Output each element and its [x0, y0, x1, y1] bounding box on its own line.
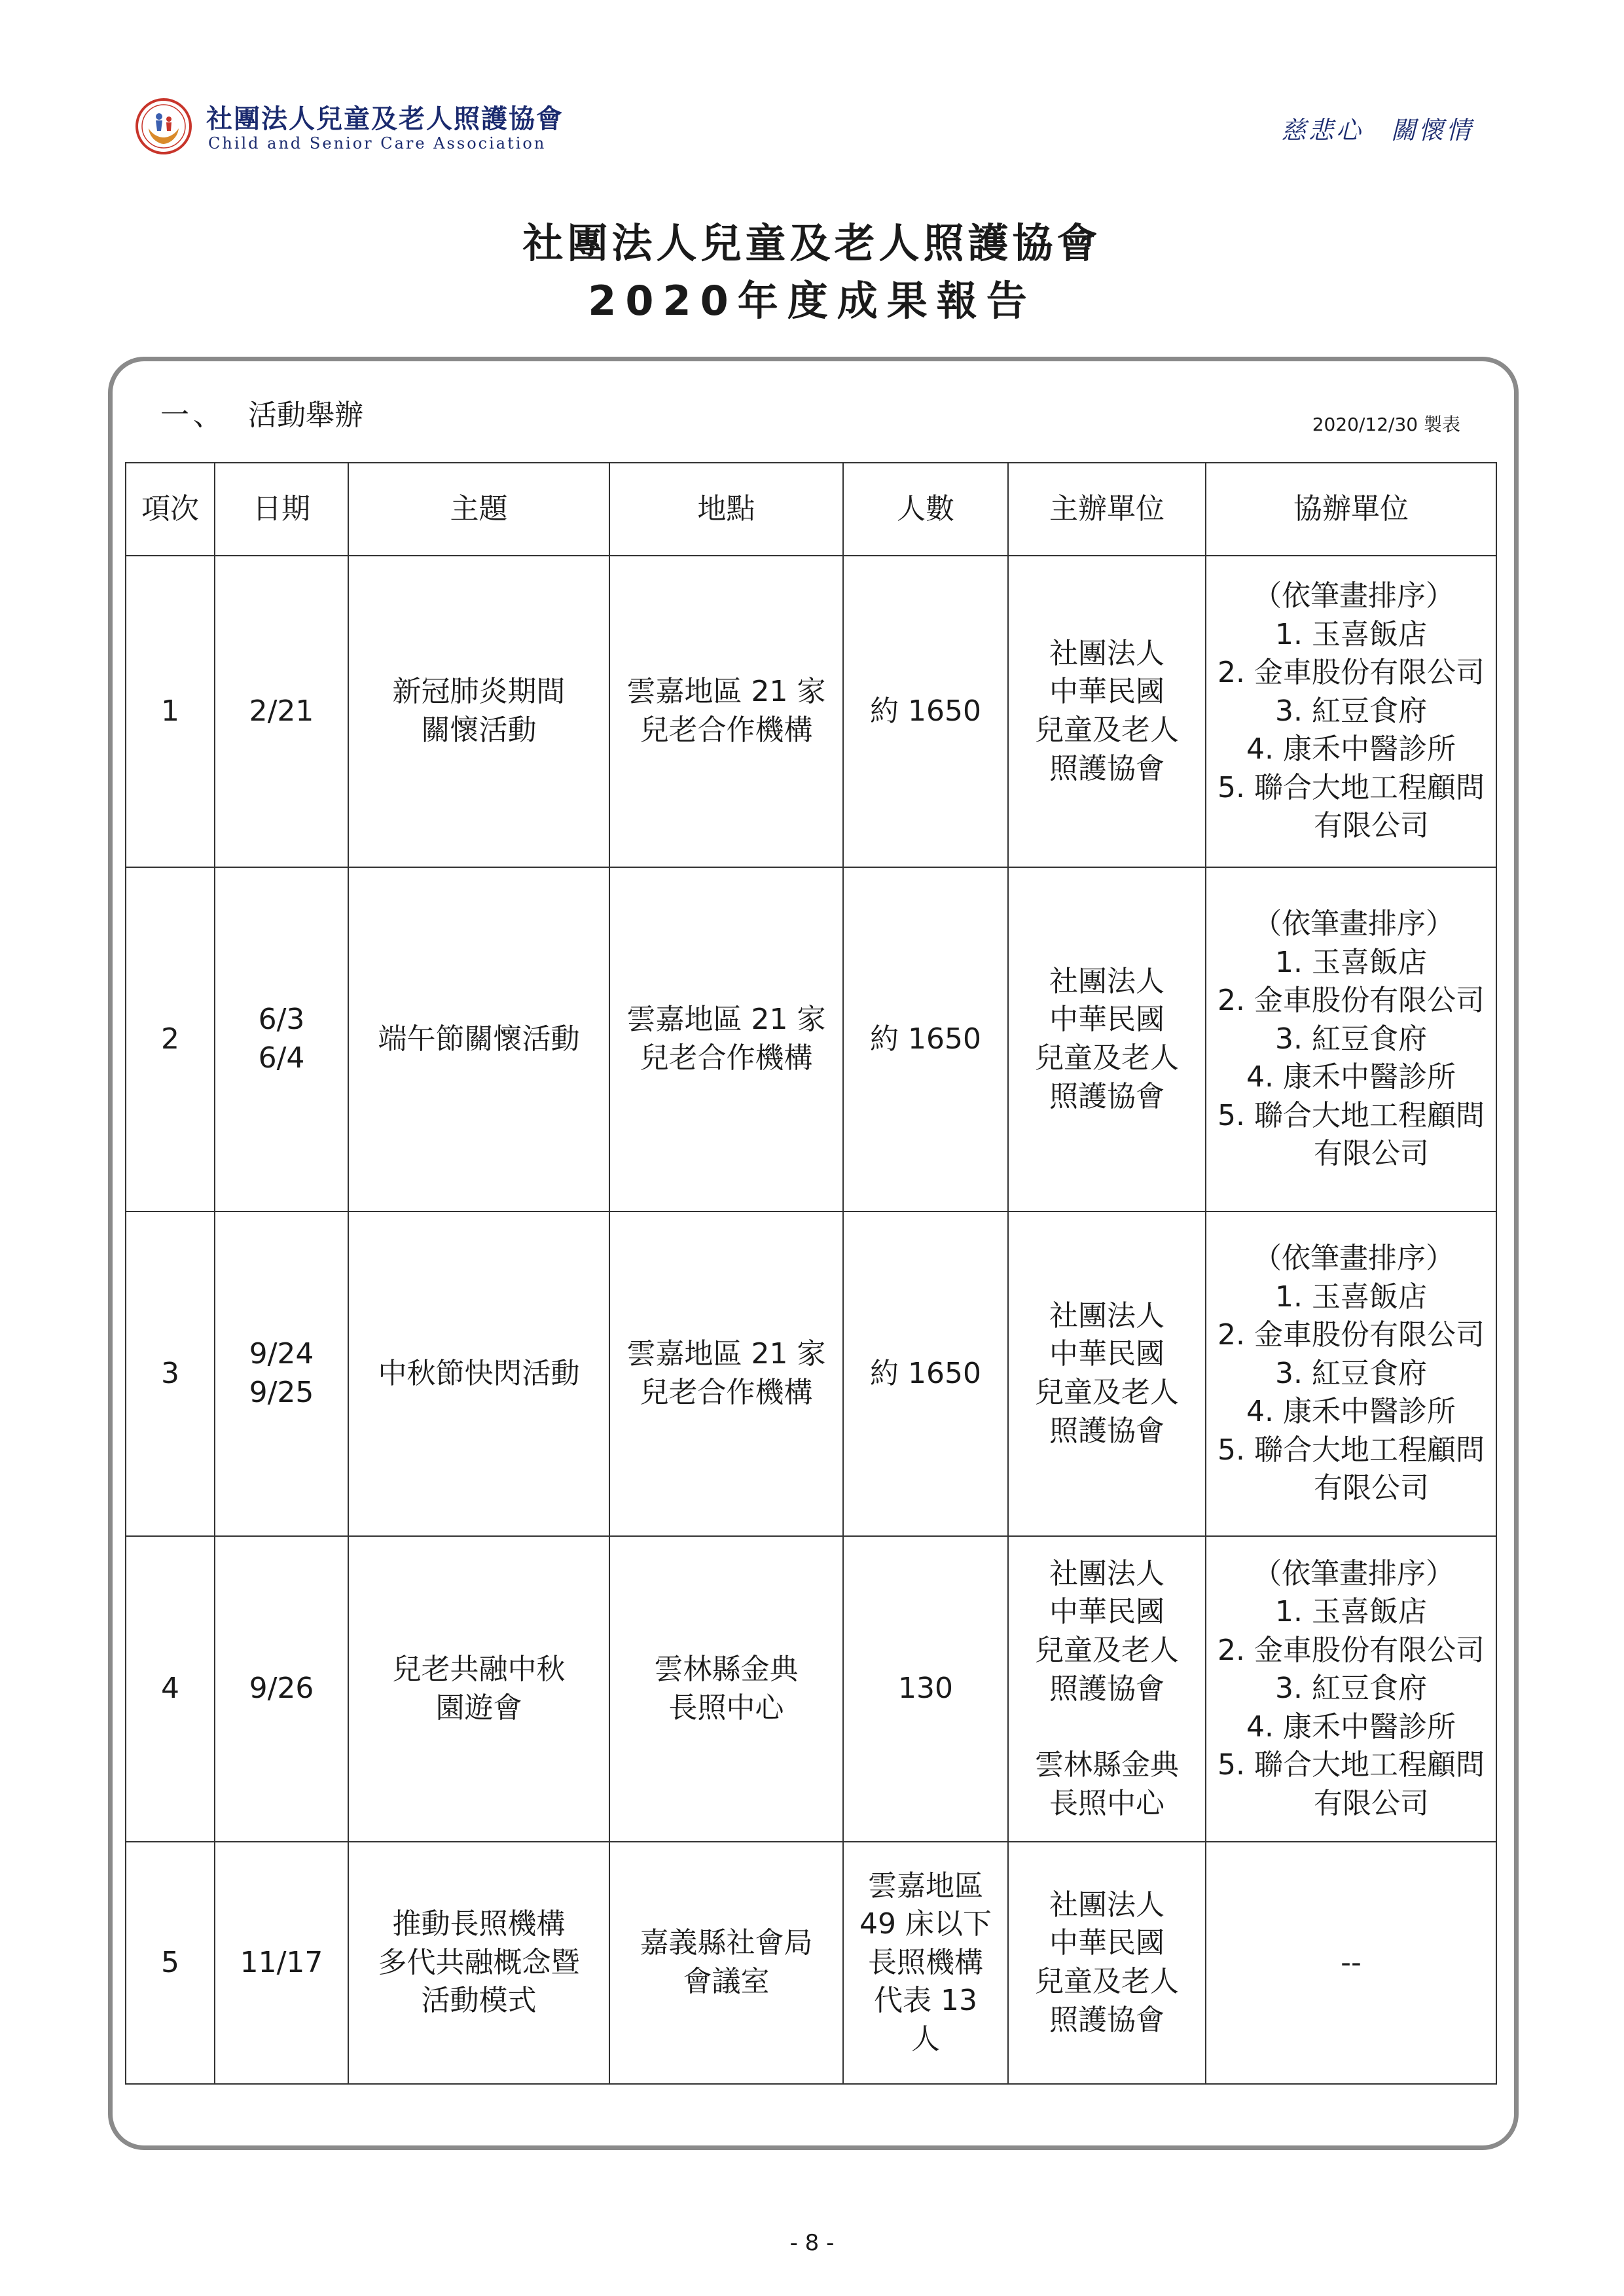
- section-title: [160, 391, 363, 433]
- header-count: 人數: [843, 463, 1008, 556]
- cell-theme: 新冠肺炎期間 關懷活動: [348, 556, 609, 867]
- cell-co-organizer: --: [1206, 1842, 1496, 2084]
- cell-date: 2/21: [215, 556, 348, 867]
- cell-theme: 兒老共融中秋 園遊會: [348, 1536, 609, 1842]
- cell-count: 約 1650: [843, 556, 1008, 867]
- cell-count: 130: [843, 1536, 1008, 1842]
- cell-no: 5: [126, 1842, 215, 2084]
- cell-co-organizer: （依筆畫排序） 1. 玉喜飯店 2. 金車股份有限公司 3. 紅豆食府 4. 康禾中醫診所 5. 聯合大地工程顧問有限公司: [1206, 1536, 1496, 1842]
- report-title-line1: 社團法人兒童及老人照護協會: [522, 219, 1102, 267]
- cell-host: 社團法人 中華民國 兒童及老人 照護協會: [1008, 1211, 1206, 1536]
- cell-place: 雲嘉地區 21 家 兒老合作機構: [609, 1211, 843, 1536]
- cell-place: 雲林縣金典 長照中心: [609, 1536, 843, 1842]
- org-name-en: Child and Senior Care Association: [208, 134, 547, 152]
- header-place: 地點: [609, 463, 843, 556]
- hands-heart-logo-icon: [134, 97, 193, 156]
- cell-theme: 推動長照機構 多代共融概念暨 活動模式: [348, 1842, 609, 2084]
- cell-host: 社團法人 中華民國 兒童及老人 照護協會 雲林縣金典 長照中心: [1008, 1536, 1206, 1842]
- table-row: [126, 1842, 1496, 2084]
- header-date: 日期: [215, 463, 348, 556]
- cell-theme: 中秋節快閃活動: [348, 1211, 609, 1536]
- cell-place: 雲嘉地區 21 家 兒老合作機構: [609, 556, 843, 867]
- header-no: 項次: [126, 463, 215, 556]
- cell-date: 6/3 6/4: [215, 867, 348, 1211]
- report-title-line2: 2020年度成果報告: [588, 277, 1036, 325]
- activities-table: [125, 462, 1497, 2085]
- cell-theme: 端午節關懷活動: [348, 867, 609, 1211]
- cell-no: 4: [126, 1536, 215, 1842]
- cell-date: 11/17: [215, 1842, 348, 2084]
- cell-no: 3: [126, 1211, 215, 1536]
- table-header-row: [126, 463, 1496, 556]
- cell-count: 約 1650: [843, 867, 1008, 1211]
- table-row: [126, 1211, 1496, 1536]
- cell-no: 2: [126, 867, 215, 1211]
- page-number: - 8 -: [789, 2230, 835, 2256]
- cell-co-organizer: （依筆畫排序） 1. 玉喜飯店 2. 金車股份有限公司 3. 紅豆食府 4. 康禾中醫診所 5. 聯合大地工程顧問有限公司: [1206, 556, 1496, 867]
- cell-co-organizer: （依筆畫排序） 1. 玉喜飯店 2. 金車股份有限公司 3. 紅豆食府 4. 康禾中醫診所 5. 聯合大地工程顧問有限公司: [1206, 1211, 1496, 1536]
- org-name-zh: 社團法人兒童及老人照護協會: [206, 103, 564, 134]
- header-host: 主辦單位: [1008, 463, 1206, 556]
- table-row: [126, 867, 1496, 1211]
- cell-place: 嘉義縣社會局 會議室: [609, 1842, 843, 2084]
- cell-co-organizer: （依筆畫排序） 1. 玉喜飯店 2. 金車股份有限公司 3. 紅豆食府 4. 康禾中醫診所 5. 聯合大地工程顧問有限公司: [1206, 867, 1496, 1211]
- made-date: 2020/12/30 製表: [1312, 414, 1460, 435]
- header-theme: 主題: [348, 463, 609, 556]
- cell-place: 雲嘉地區 21 家 兒老合作機構: [609, 867, 843, 1211]
- table-row: [126, 1536, 1496, 1842]
- cell-date: 9/26: [215, 1536, 348, 1842]
- cell-host: 社團法人 中華民國 兒童及老人 照護協會: [1008, 867, 1206, 1211]
- cell-date: 9/24 9/25: [215, 1211, 348, 1536]
- section-number: 一、: [160, 399, 226, 432]
- slogan: 慈悲心 關懷情: [1280, 116, 1473, 145]
- section-name: 活動舉辦: [248, 399, 363, 432]
- cell-host: 社團法人 中華民國 兒童及老人 照護協會: [1008, 556, 1206, 867]
- cell-count: 雲嘉地區 49 床以下 長照機構 代表 13 人: [843, 1842, 1008, 2084]
- cell-host: 社團法人 中華民國 兒童及老人 照護協會: [1008, 1842, 1206, 2084]
- header-co-organizer: 協辦單位: [1206, 463, 1496, 556]
- table-row: [126, 556, 1496, 867]
- cell-count: 約 1650: [843, 1211, 1008, 1536]
- cell-no: 1: [126, 556, 215, 867]
